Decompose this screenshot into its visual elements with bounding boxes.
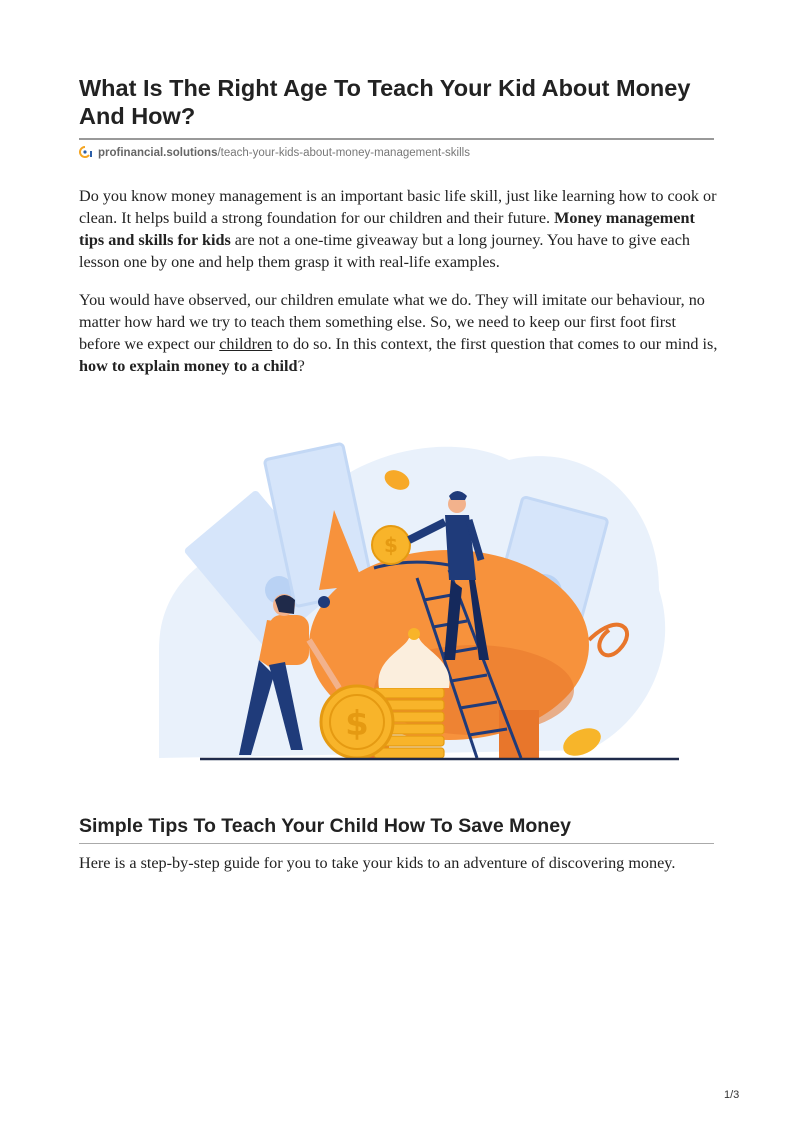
site-logo-icon (79, 146, 93, 158)
page-title: What Is The Right Age To Teach Your Kid About Money And How? (79, 75, 691, 129)
page-number: 1/3 (724, 1089, 740, 1101)
bold-question: how to explain money to a child (79, 357, 298, 375)
source-url[interactable] (79, 146, 470, 159)
piggy-bank-illustration (119, 420, 679, 770)
source-path: /teach-your-kids-about-money-management-skills (217, 147, 470, 159)
source-domain: profinancial.solutions (98, 147, 218, 159)
svg-text:$: $ (345, 704, 369, 744)
section-divider (79, 843, 714, 844)
second-paragraph: You would have observed, our children emulate what we do. They will imitate our behaviour, no matter how hard we try to teach them something else. So, we need to keep our first foot first before we expect our children to do so. In this context, the first question that comes to our mind is, how to explain money to a child? (79, 291, 718, 375)
svg-text:$: $ (384, 533, 398, 557)
section-paragraph: Here is a step-by-step guide for you to take your kids to an adventure of discovering money. (79, 854, 676, 872)
section-heading: Simple Tips To Teach Your Child How To Save Money (79, 815, 571, 837)
title-divider (79, 138, 714, 140)
intro-paragraph: Do you know money management is an important basic life skill, just like learning how to cook or clean. It helps build a strong foundation for our children and their future. Money management tips and skills for kids are not a one-time giveaway but a long journey. You have to give each lesson one by one and help them grasp it with real-life examples. (79, 187, 717, 271)
big-coin-icon (321, 686, 393, 758)
bold-phrase: Money management tips and skills for kids (79, 209, 695, 249)
children-link[interactable]: children (219, 335, 273, 353)
